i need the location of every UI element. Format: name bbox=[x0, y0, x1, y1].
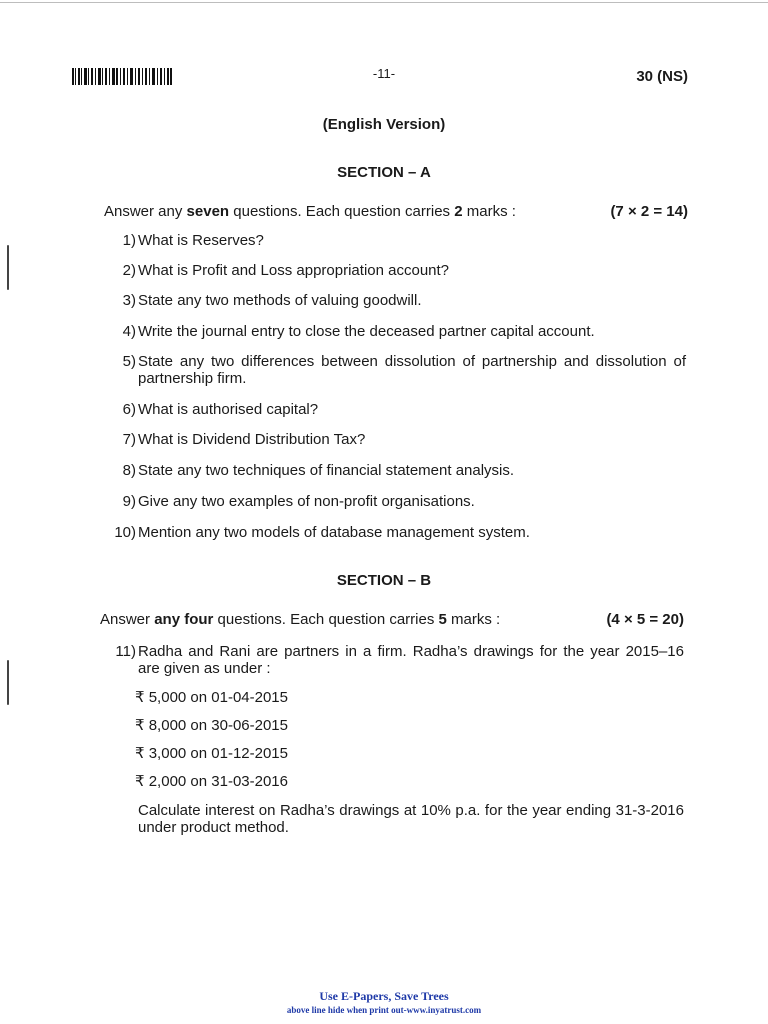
question-item: 1) What is Reserves? bbox=[122, 232, 264, 249]
paper-code: 30 (NS) bbox=[636, 68, 688, 85]
question-item: 3) State any two methods of valuing goodwill. bbox=[122, 292, 422, 309]
section-a-instruction: Answer any seven questions. Each question carries 2 marks : (7 × 2 = 14) bbox=[104, 203, 688, 220]
drawing-entry: ₹ 3,000 on 01-12-2015 bbox=[135, 745, 288, 762]
scan-edge-line bbox=[0, 2, 768, 3]
footer-note: above line hide when print out-www.inyatrust.com bbox=[286, 1005, 482, 1015]
drawing-entry: ₹ 8,000 on 30-06-2015 bbox=[135, 717, 288, 734]
question-item: 6) What is authorised capital? bbox=[122, 401, 319, 418]
drawing-entry: ₹ 2,000 on 31-03-2016 bbox=[135, 773, 288, 790]
section-b-instruction: Answer any four questions. Each question carries 5 marks : (4 × 5 = 20) bbox=[100, 611, 684, 628]
question-item: 4) Write the journal entry to close the deceased partner capital account. bbox=[122, 323, 595, 340]
question-item: 11) Radha and Rani are partners in a firm. Radha’s drawings for the year 2015–16 are given as under : bbox=[115, 643, 684, 677]
drawing-entry: ₹ 5,000 on 01-04-2015 bbox=[135, 689, 288, 706]
scan-mark bbox=[7, 660, 9, 705]
version-heading: (English Version) bbox=[322, 116, 446, 133]
footer-slogan: Use E-Papers, Save Trees bbox=[319, 989, 449, 1003]
question-item: 5) State any two differences between dissolution of partnership and dissolution of partnership firm. bbox=[122, 353, 686, 387]
section-a-marks: (7 × 2 = 14) bbox=[610, 203, 688, 220]
page-number: -11- bbox=[372, 66, 396, 81]
question-item: 8) State any two techniques of financial statement analysis. bbox=[122, 462, 515, 479]
question-item: 2) What is Profit and Loss appropriation account? bbox=[122, 262, 450, 279]
section-a-title: SECTION – A bbox=[337, 164, 431, 181]
section-b-marks: (4 × 5 = 20) bbox=[606, 611, 684, 628]
question-item: 10) Mention any two models of database management system. bbox=[114, 524, 530, 541]
question-closing: Calculate interest on Radha’s drawings at 10% p.a. for the year ending 31-3-2016 under product method. bbox=[138, 802, 684, 836]
scan-mark bbox=[7, 245, 9, 290]
section-b-title: SECTION – B bbox=[336, 572, 432, 589]
question-item: 9) Give any two examples of non-profit organisations. bbox=[122, 493, 475, 510]
question-item: 7) What is Dividend Distribution Tax? bbox=[122, 431, 366, 448]
